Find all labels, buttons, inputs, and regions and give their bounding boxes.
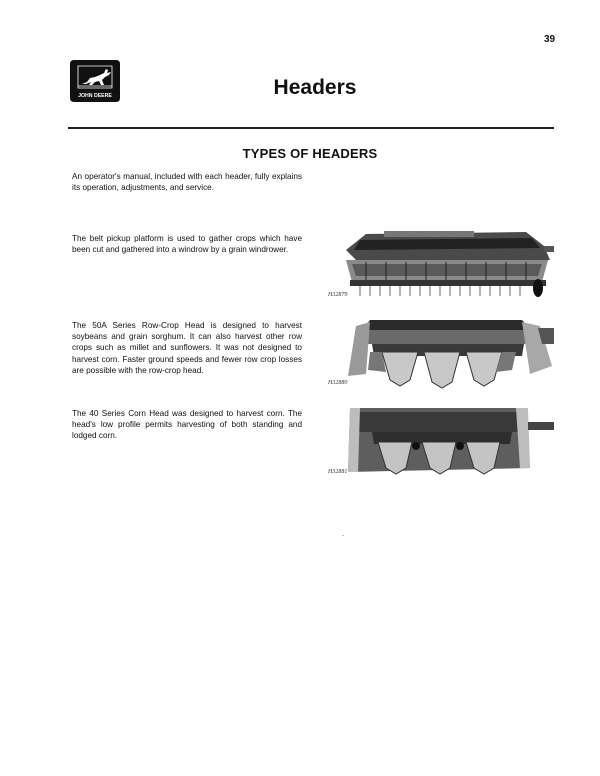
title-divider <box>68 127 554 129</box>
belt-pickup-platform-photo <box>326 226 554 304</box>
logo-wordmark: JOHN DEERE <box>78 93 112 99</box>
page-number: 39 <box>544 34 556 45</box>
corn-head-photo <box>326 402 554 480</box>
stray-mark: . <box>342 529 345 538</box>
john-deere-logo <box>68 58 122 104</box>
page-title: Headers <box>273 76 357 99</box>
figure-code: H32880 <box>328 380 348 386</box>
paragraph-row-crop-head: The 50A Series Row-Crop Head is designed to harvest soybeans and grain sorghum. It can also harvest other row crops such as millet and sunflowers. It was not designed to harvest corn. Faster ground speeds and fewer row crop losses are possible with the row-crop head. <box>72 321 302 375</box>
row-crop-head-photo <box>326 314 554 394</box>
figure-code: H32881 <box>328 469 348 475</box>
section-title: TYPES OF HEADERS <box>242 146 378 161</box>
paragraph-belt-pickup: The belt pickup platform is used to gather crops which have been cut and gathered into a windrow by a grain windrower. <box>72 234 302 255</box>
figure-code: H32879 <box>328 292 348 298</box>
paragraph-corn-head: The 40 Series Corn Head was designed to harvest corn. The head's low profile permits harvesting of both standing and lodged corn. <box>72 409 302 441</box>
paragraph-operators-manual: An operator's manual, included with each header, fully explains its operation, adjustments, and service. <box>72 172 302 193</box>
deer-logo-icon <box>68 58 122 104</box>
